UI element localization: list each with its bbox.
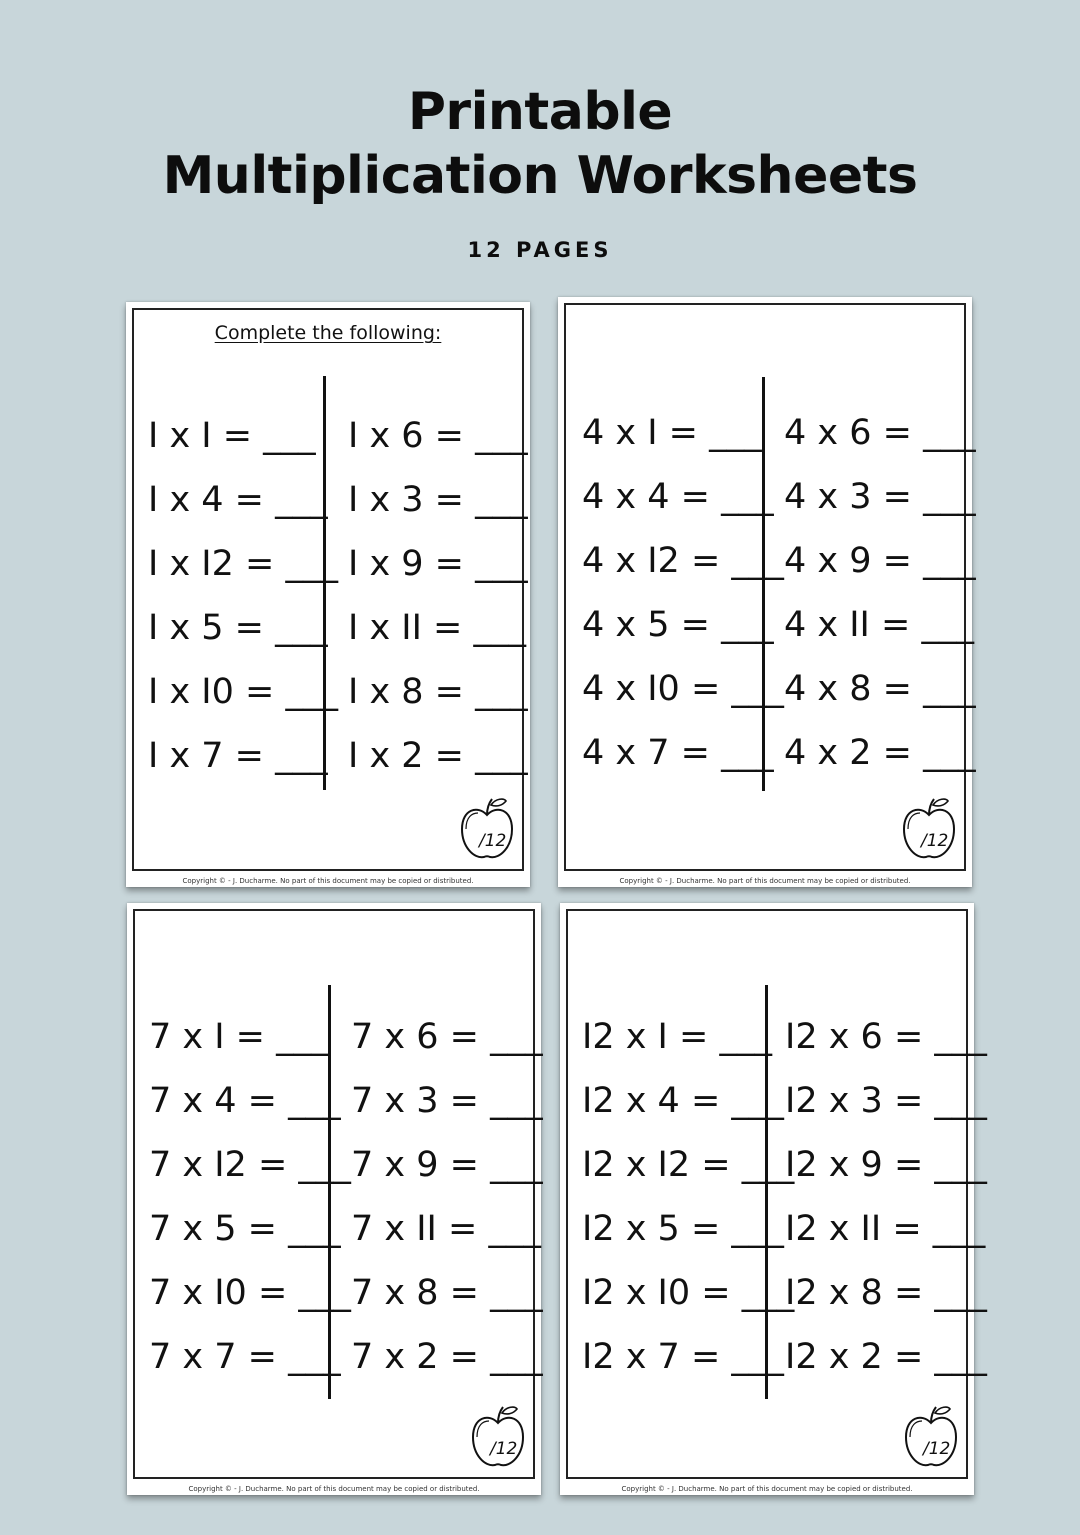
copyright-footer: Copyright © - J. Ducharme. No part of this document may be copied or distributed. [182, 877, 474, 885]
problem: 7 x 8 = ___ [351, 1273, 543, 1313]
problem: 4 x 2 = ___ [784, 733, 976, 773]
instruction-text: Complete the following: [214, 322, 442, 344]
problem: 7 x 7 = ___ [149, 1337, 341, 1377]
problem: I x I2 = ___ [148, 544, 338, 584]
apple-score-icon [458, 795, 516, 861]
problem: 4 x 6 = ___ [784, 413, 976, 453]
problem: 7 x 5 = ___ [149, 1209, 341, 1249]
problem: I x 5 = ___ [148, 608, 328, 648]
problem: 4 x 5 = ___ [582, 605, 774, 645]
score-label: /12 [921, 831, 949, 851]
apple-icon [900, 795, 958, 861]
right-column [785, 1005, 987, 1389]
problem: 7 x 6 = ___ [351, 1017, 543, 1057]
problem: 4 x I0 = ___ [582, 669, 784, 709]
problem: 7 x 3 = ___ [351, 1081, 543, 1121]
problem: I2 x 6 = ___ [785, 1017, 987, 1057]
score-label: /12 [479, 831, 507, 851]
right-column [348, 404, 528, 788]
problem: 4 x 7 = ___ [582, 733, 774, 773]
worksheet-3 [127, 903, 541, 1495]
problem: 4 x II = ___ [784, 605, 974, 645]
copyright-footer: Copyright © - J. Ducharme. No part of this document may be copied or distributed. [621, 1485, 913, 1493]
problem: I2 x I = ___ [582, 1017, 772, 1057]
title-line-1: Printable [407, 82, 673, 142]
problem: 4 x 3 = ___ [784, 477, 976, 517]
score-label: /12 [923, 1439, 951, 1459]
worksheet-4 [560, 903, 987, 1495]
problem: I x 9 = ___ [348, 544, 528, 584]
problem: 7 x I2 = ___ [149, 1145, 351, 1185]
problem: I x 8 = ___ [348, 672, 528, 712]
copyright-footer: Copyright © - J. Ducharme. No part of this document may be copied or distributed. [188, 1485, 480, 1493]
problem: I x 4 = ___ [148, 480, 328, 520]
problem: I2 x 2 = ___ [785, 1337, 987, 1377]
apple-score-icon [469, 1403, 527, 1469]
problem: 4 x 9 = ___ [784, 541, 976, 581]
problem: 7 x 4 = ___ [149, 1081, 341, 1121]
problem: I x 6 = ___ [348, 416, 528, 456]
page-header [0, 80, 1080, 262]
problem: I2 x 9 = ___ [785, 1145, 987, 1185]
problem: I x 3 = ___ [348, 480, 528, 520]
problem: I x I0 = ___ [148, 672, 338, 712]
problem: I2 x 7 = ___ [582, 1337, 784, 1377]
apple-icon [469, 1403, 527, 1469]
right-column [351, 1005, 543, 1389]
copyright-footer: Copyright © - J. Ducharme. No part of this document may be copied or distributed. [619, 877, 911, 885]
problem: 4 x 4 = ___ [582, 477, 774, 517]
apple-score-icon [902, 1403, 960, 1469]
title-line-2: Multiplication Worksheets [162, 146, 918, 206]
subtitle: 12 PAGES [467, 238, 613, 262]
apple-icon [902, 1403, 960, 1469]
left-column [149, 1005, 351, 1389]
problem: 7 x II = ___ [351, 1209, 541, 1249]
problem: I x 2 = ___ [348, 736, 528, 776]
problem: 7 x I = ___ [149, 1017, 329, 1057]
problem: 7 x 9 = ___ [351, 1145, 543, 1185]
problem: 7 x 2 = ___ [351, 1337, 543, 1377]
worksheet-2 [558, 297, 976, 887]
problem: 7 x I0 = ___ [149, 1273, 351, 1313]
right-column [784, 401, 976, 785]
problem: I2 x 3 = ___ [785, 1081, 987, 1121]
problem: 4 x I = ___ [582, 413, 762, 453]
problem: I x II = ___ [348, 608, 527, 648]
score-label: /12 [490, 1439, 518, 1459]
apple-score-icon [900, 795, 958, 861]
problem: I x I = ___ [148, 416, 316, 456]
problem: I2 x I0 = ___ [582, 1273, 795, 1313]
problem: I x 7 = ___ [148, 736, 328, 776]
problem: 4 x I2 = ___ [582, 541, 784, 581]
problem: 4 x 8 = ___ [784, 669, 976, 709]
left-column [148, 404, 338, 788]
worksheet-1 [126, 302, 530, 887]
left-column [582, 1005, 794, 1389]
problem: I2 x I2 = ___ [582, 1145, 795, 1185]
problem: I2 x 5 = ___ [582, 1209, 784, 1249]
problem: I2 x 8 = ___ [785, 1273, 987, 1313]
problem: I2 x II = ___ [785, 1209, 986, 1249]
problem: I2 x 4 = ___ [582, 1081, 784, 1121]
left-column [582, 401, 784, 785]
apple-icon [458, 795, 516, 861]
